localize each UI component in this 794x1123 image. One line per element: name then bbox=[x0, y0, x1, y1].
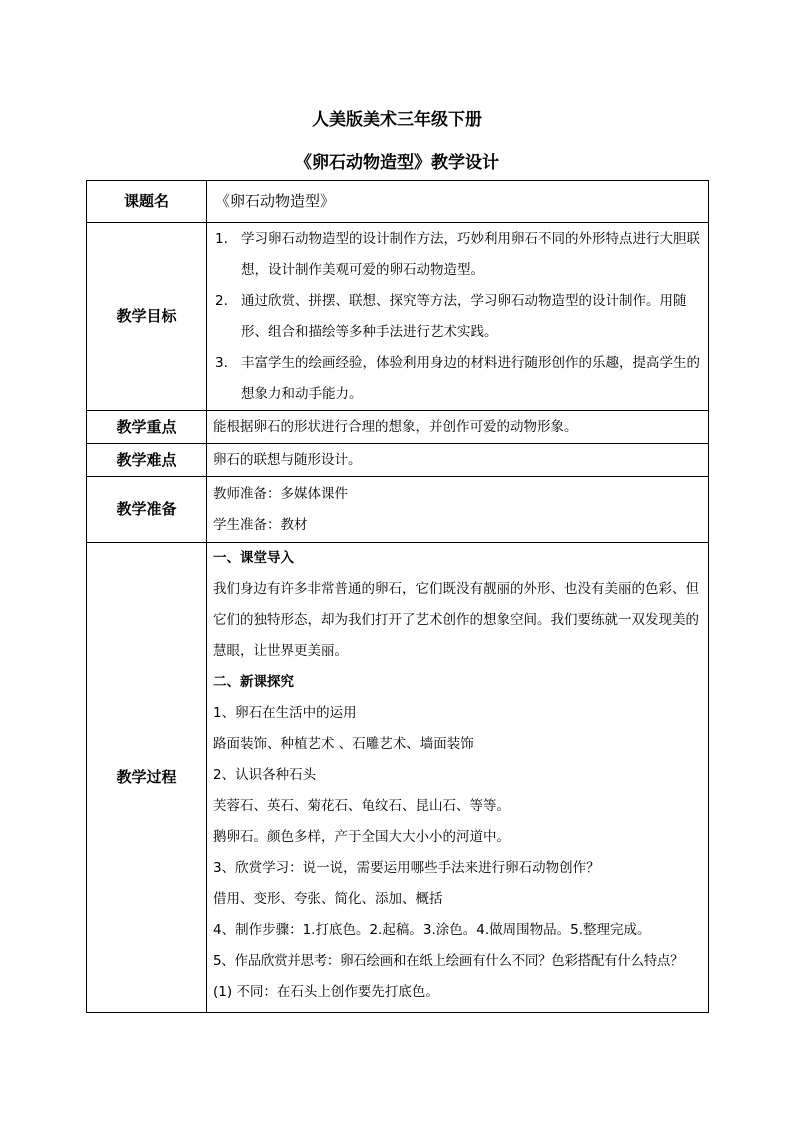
difficulties-row bbox=[87, 444, 709, 477]
process-line: 4、制作步骤：1.打底色。2.起稿。3.涂色。4.做周围物品。5.整理完成。 bbox=[213, 922, 651, 938]
goal-number: 3. bbox=[215, 354, 228, 371]
process-line: 路面装饰、种植艺术 、石雕艺术、墙面装饰 bbox=[213, 736, 474, 752]
preparation-label: 教学准备 bbox=[87, 477, 207, 543]
goal-number: 2. bbox=[215, 292, 228, 309]
topic-value: 《卵石动物造型》 bbox=[207, 181, 709, 223]
goal-item bbox=[213, 286, 702, 348]
process-line: 1、卵石在生活中的运用 bbox=[213, 705, 357, 721]
section-heading-explore: 二、新课探究 bbox=[213, 674, 294, 690]
section-heading-intro: 一、课堂导入 bbox=[213, 550, 294, 566]
process-row bbox=[87, 543, 709, 1013]
lesson-plan-table bbox=[86, 180, 709, 1013]
preparation-cell bbox=[207, 477, 709, 543]
process-line: 借用、变形、夸张、简化、添加、概括 bbox=[213, 891, 443, 907]
process-cell bbox=[207, 543, 709, 1013]
teacher-preparation: 教师准备：多媒体课件 bbox=[213, 485, 348, 502]
goal-item bbox=[213, 348, 702, 410]
goals-label: 教学目标 bbox=[87, 223, 207, 411]
difficulties-label: 教学难点 bbox=[87, 444, 207, 477]
intro-paragraph: 我们身边有许多非常普通的卵石，它们既没有靓丽的外形、也没有美丽的色彩、但它们的独特形态，却为我们打开了艺术创作的想象空间。我们要练就一双发现美的慧眼，让世界更美丽。 bbox=[213, 581, 699, 659]
difficulties-value: 卵石的联想与随形设计。 bbox=[207, 444, 709, 477]
process-line: 2、认识各种石头 bbox=[213, 767, 317, 783]
goals-list bbox=[213, 224, 702, 410]
goal-text: 丰富学生的绘画经验，体验利用身边的材料进行随形创作的乐趣，提高学生的想象力和动手能力。 bbox=[241, 354, 700, 402]
key-points-value: 能根据卵石的形状进行合理的想象，并创作可爱的动物形象。 bbox=[207, 411, 709, 444]
topic-label: 课题名 bbox=[87, 181, 207, 223]
process-line: 5、作品欣赏并思考：卵石绘画和在纸上绘画有什么不同？色彩搭配有什么特点？ bbox=[213, 953, 684, 969]
process-line: 芙蓉石、英石、菊花石、龟纹石、昆山石、等等。 bbox=[213, 798, 510, 814]
goals-row bbox=[87, 223, 709, 411]
goal-item bbox=[213, 224, 702, 286]
student-preparation: 学生准备：教材 bbox=[213, 516, 308, 533]
preparation-row bbox=[87, 477, 709, 543]
process-label: 教学过程 bbox=[87, 543, 207, 1013]
process-line: 3、欣赏学习：说一说，需要运用哪些手法来进行卵石动物创作？ bbox=[213, 860, 600, 876]
process-line: (1) 不同：在石头上创作要先打底色。 bbox=[213, 984, 439, 1000]
key-points-row bbox=[87, 411, 709, 444]
goal-number: 1. bbox=[215, 230, 228, 247]
goals-cell bbox=[207, 223, 709, 411]
key-points-label: 教学重点 bbox=[87, 411, 207, 444]
goal-text: 通过欣赏、拼摆、联想、探究等方法，学习卵石动物造型的设计制作。用随形、组合和描绘等多种手法进行艺术实践。 bbox=[241, 292, 687, 340]
topic-row bbox=[87, 181, 709, 223]
process-line: 鹅卵石。颜色多样，产于全国大大小小的河道中。 bbox=[213, 829, 510, 845]
goal-text: 学习卵石动物造型的设计制作方法，巧妙利用卵石不同的外形特点进行大胆联想，设计制作美观可爱的卵石动物造型。 bbox=[241, 230, 700, 278]
document-title: 人美版美术三年级下册 bbox=[312, 110, 482, 130]
document-subtitle: 《卵石动物造型》教学设计 bbox=[295, 153, 499, 173]
